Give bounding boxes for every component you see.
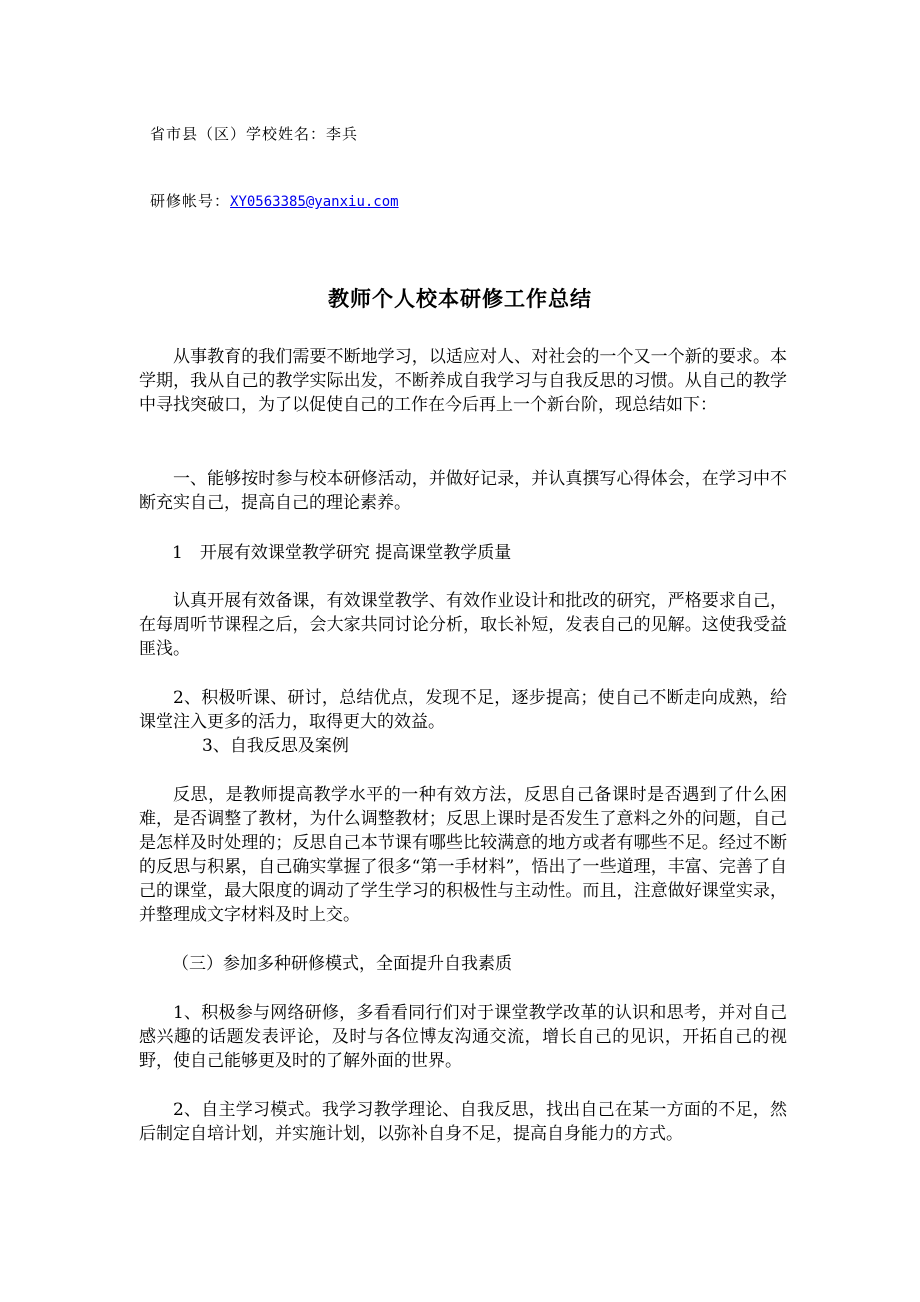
subheading-self-reflection: 3、自我反思及案例 xyxy=(202,736,349,756)
section-one-paragraph: 一、能够按时参与校本研修活动，并做好记录，并认真撰写心得体会，在学习中不断充实自己，提高自己的理论素养。 xyxy=(139,469,787,513)
reflection-paragraph: 反思，是教师提高教学水平的一种有效方法，反思自己备课时是否遇到了什么困难，是否调整了教材，为什么调整教材；反思上课时是否发生了意料之外的问题，自己是怎样及时处理的；反思自己本节课有哪些比较满意的地方或者有哪些不足。经过不断的反思与积累，自己确实掌握了很多“第一手材料”，悟出了一些道理，丰富、完善了自己的课堂，最大限度的调动了学生学习的积极性与主动性。而且，注意做好课堂实录，并整理成文字材料及时上交。 xyxy=(139,785,787,925)
account-label: 研修帐号： xyxy=(150,192,231,210)
account-email-link[interactable]: XY0563385@yanxiu.com xyxy=(230,194,399,210)
intro-paragraph: 从事教育的我们需要不断地学习，以适应对人、对社会的一个又一个新的要求。本学期，我从自己的教学实际出发，不断养成自我学习与自我反思的习惯。从自己的教学中寻找突破口，为了以促使自己的工作在今后再上一个新台阶，现总结如下： xyxy=(139,347,787,415)
effective-lesson-paragraph: 认真开展有效备课，有效课堂教学、有效作业设计和批改的研究，严格要求自己，在每周听节课程之后，会大家共同讨论分析，取长补短，发表自己的见解。这使我受益匪浅。 xyxy=(139,591,787,659)
account-line xyxy=(150,190,399,211)
document-title: 教师个人校本研修工作总结 xyxy=(328,287,592,311)
subheading-effective-teaching: 1 开展有效课堂教学研究 提高课堂教学质量 xyxy=(172,543,512,563)
self-study-paragraph: 2、自主学习模式。我学习教学理论、自我反思，找出自己在某一方面的不足，然后制定自培计划，并实施计划，以弥补自身不足，提高自身能力的方式。 xyxy=(139,1100,787,1144)
online-research-paragraph: 1、积极参与网络研修，多看看同行们对于课堂教学改革的认识和思考，并对自己感兴趣的话题发表评论，及时与各位博友沟通交流，增长自己的见识，开拓自己的视野，使自己能够更及时的了解外面的世界。 xyxy=(139,1003,787,1071)
author-name: 李兵 xyxy=(326,125,359,143)
subheading-research-modes: （三）参加多种研修模式，全面提升自我素质 xyxy=(172,954,512,974)
author-line xyxy=(150,123,358,144)
lesson-observation-paragraph: 2、积极听课、研讨，总结优点，发现不足，逐步提高；使自己不断走向成熟，给课堂注入更多的活力，取得更大的效益。 xyxy=(139,688,787,732)
author-label: 省市县（区）学校姓名： xyxy=(150,125,327,143)
